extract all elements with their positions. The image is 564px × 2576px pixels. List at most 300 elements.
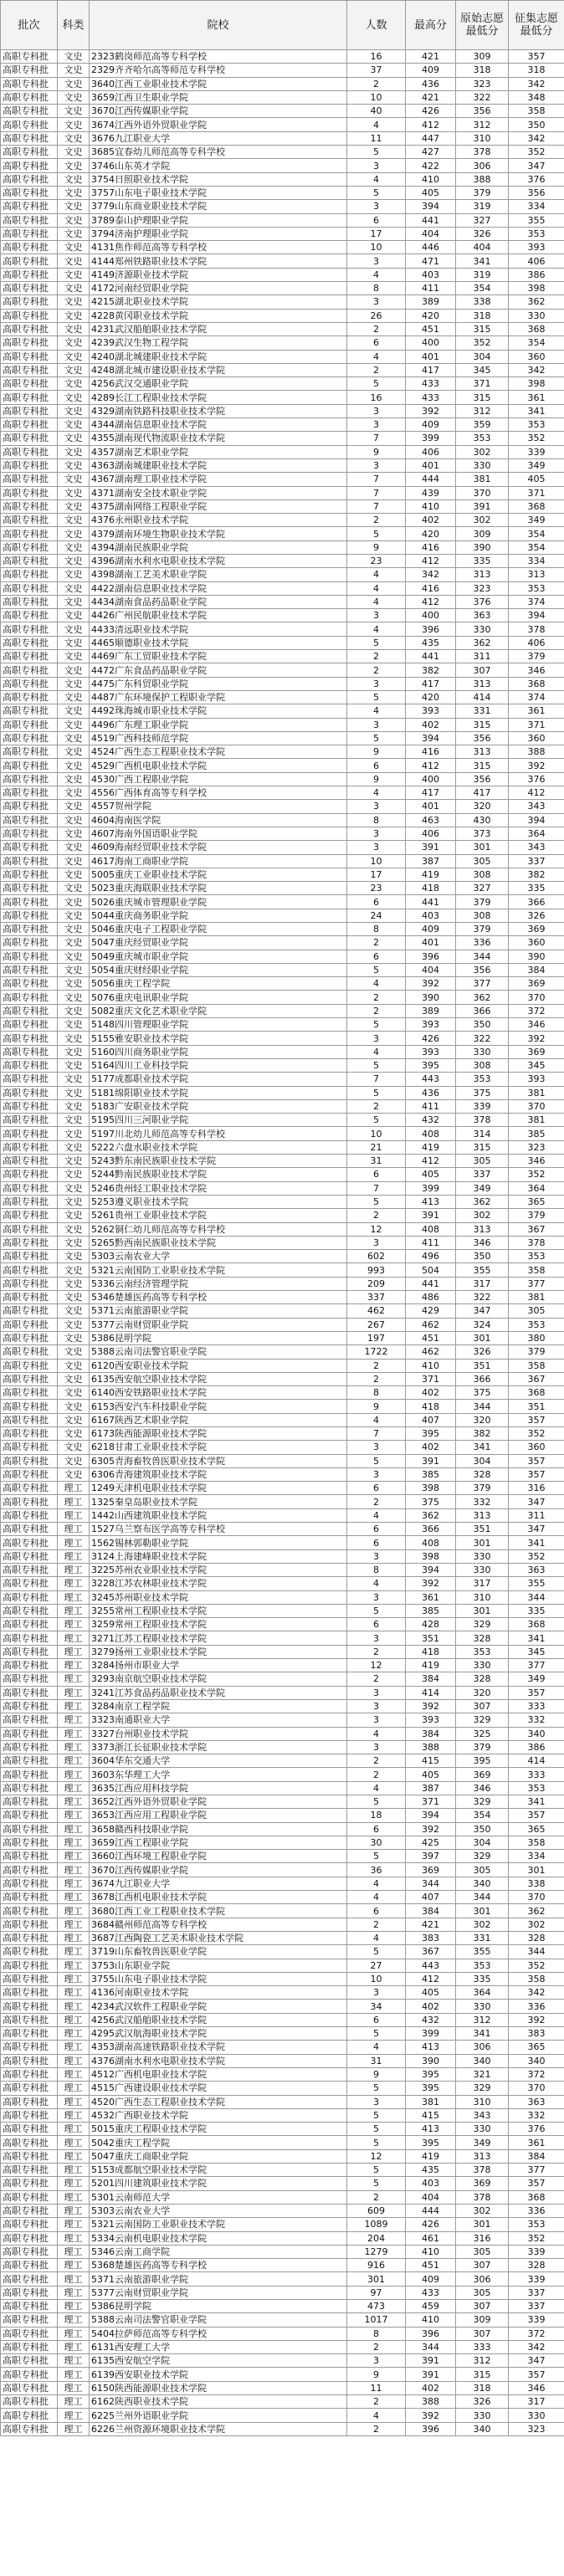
cell-category: 文史 [58,458,90,472]
cell-batch: 高职专科批 [1,1127,58,1140]
cell-category: 文史 [58,854,90,868]
cell-batch: 高职专科批 [1,1495,58,1508]
cell-original-min: 312 [456,2354,509,2368]
cell-max-score: 413 [406,2041,456,2054]
cell-max-score: 375 [406,1495,456,1508]
cell-original-min: 404 [456,241,509,254]
cell-category: 理工 [58,1508,90,1522]
table-row [1,404,564,417]
cell-max-score: 419 [406,2149,456,2163]
cell-original-min: 322 [456,90,509,104]
cell-original-min: 305 [456,1155,509,1168]
cell-count: 6 [347,336,406,350]
cell-original-min: 327 [456,882,509,895]
table-row [1,1386,564,1400]
cell-original-min: 302 [456,1918,509,1931]
cell-count: 4 [347,1577,406,1590]
cell-batch: 高职专科批 [1,105,58,118]
cell-category: 理工 [58,1945,90,1959]
table-row [1,1114,564,1127]
cell-count: 2 [347,1004,406,1017]
cell-solicit-min: 339 [509,445,564,458]
cell-max-score: 397 [406,1850,456,1863]
cell-solicit-min: 342 [509,2340,564,2353]
cell-solicit-min: 354 [509,336,564,350]
cell-school: 4256武汉交通职业学院 [90,377,347,391]
cell-original-min: 381 [456,473,509,486]
cell-school: 5253遵义职业技术学院 [90,1195,347,1208]
table-row [1,2041,564,2054]
cell-original-min: 417 [456,786,509,800]
cell-count: 3 [347,458,406,472]
cell-max-score: 399 [406,432,456,445]
cell-category: 文史 [58,1058,90,1072]
cell-category: 文史 [58,90,90,104]
cell-school: 3670江西传媒职业学院 [90,1863,347,1877]
cell-max-score: 406 [406,445,456,458]
cell-batch: 高职专科批 [1,2286,58,2299]
cell-original-min: 369 [456,1768,509,1781]
cell-batch: 高职专科批 [1,690,58,704]
cell-solicit-min: 368 [509,2190,564,2204]
cell-count: 4 [347,118,406,131]
cell-school: 4256武汉船舶职业技术学院 [90,2013,347,2026]
cell-category: 理工 [58,1618,90,1631]
table-row [1,636,564,649]
cell-solicit-min: 371 [509,718,564,731]
cell-max-score: 408 [406,1536,456,1549]
cell-batch: 高职专科批 [1,391,58,404]
cell-batch: 高职专科批 [1,159,58,172]
cell-category: 文史 [58,241,90,254]
cell-category: 文史 [58,772,90,786]
table-row [1,2327,564,2340]
cell-batch: 高职专科批 [1,1372,58,1385]
cell-category: 文史 [58,527,90,540]
cell-school: 5303云南农业大学 [90,1250,347,1263]
cell-original-min: 378 [456,2190,509,2204]
table-row [1,486,564,499]
cell-max-score: 433 [406,391,456,404]
cell-original-min: 349 [456,1181,509,1195]
cell-batch: 高职专科批 [1,473,58,486]
table-row [1,718,564,731]
cell-count: 7 [347,1426,406,1440]
cell-max-score: 411 [406,1099,456,1113]
table-row [1,950,564,963]
cell-solicit-min: 392 [509,1032,564,1045]
table-row [1,1331,564,1344]
cell-category: 文史 [58,1073,90,1086]
cell-solicit-min: 368 [509,1618,564,1631]
cell-count: 3 [347,1590,406,1604]
cell-solicit-min: 336 [509,2204,564,2217]
cell-count: 6 [347,1822,406,1836]
cell-original-min: 353 [456,432,509,445]
cell-school: 4422湖南信息职业技术学院 [90,581,347,595]
cell-category: 理工 [58,1781,90,1795]
cell-count: 5 [347,146,406,159]
cell-original-min: 323 [456,581,509,595]
cell-category: 理工 [58,1972,90,1985]
cell-batch: 高职专科批 [1,1386,58,1400]
cell-category: 文史 [58,445,90,458]
cell-count: 10 [347,241,406,254]
table-row [1,1931,564,1944]
table-row [1,1181,564,1195]
table-row [1,1563,564,1576]
cell-category: 文史 [58,473,90,486]
cell-school: 4357湖南艺术职业学院 [90,445,347,458]
cell-category: 文史 [58,1304,90,1318]
cell-original-min: 329 [456,1850,509,1863]
cell-max-score: 447 [406,131,456,145]
cell-count: 6 [347,1536,406,1549]
cell-school: 4215湖北职业技术学院 [90,295,347,309]
cell-category: 理工 [58,2136,90,2149]
cell-solicit-min: 332 [509,1713,564,1727]
cell-count: 5 [347,2108,406,2122]
cell-school: 6120西安职业技术学院 [90,1359,347,1372]
cell-school: 3635江西应用科技学院 [90,1781,347,1795]
cell-solicit-min: 357 [509,1467,564,1481]
cell-solicit-min: 343 [509,841,564,854]
cell-school: 2323鹤岗师范高等专科学校 [90,50,347,64]
cell-solicit-min: 332 [509,2108,564,2122]
cell-batch: 高职专科批 [1,1413,58,1426]
cell-batch: 高职专科批 [1,64,58,77]
cell-school: 4295武汉航海职业技术学院 [90,2027,347,2041]
cell-original-min: 315 [456,759,509,772]
cell-batch: 高职专科批 [1,1140,58,1154]
cell-max-score: 410 [406,172,456,186]
cell-solicit-min: 338 [509,1877,564,1890]
table-row [1,1618,564,1631]
cell-category: 文史 [58,800,90,813]
cell-solicit-min: 355 [509,1577,564,1590]
cell-solicit-min: 368 [509,499,564,513]
cell-school: 5195四川三河职业学院 [90,1114,347,1127]
cell-count: 5 [347,2136,406,2149]
cell-school: 1249天津机电职业技术学院 [90,1482,347,1495]
cell-max-score: 391 [406,2354,456,2368]
table-row [1,2340,564,2353]
cell-category: 理工 [58,2368,90,2381]
cell-batch: 高职专科批 [1,1768,58,1781]
cell-original-min: 373 [456,827,509,840]
cell-original-min: 307 [456,2327,509,2340]
cell-school: 4557贺州学院 [90,800,347,813]
cell-category: 文史 [58,377,90,391]
table-row [1,1359,564,1372]
table-row [1,391,564,404]
cell-count: 5 [347,1850,406,1863]
cell-max-score: 382 [406,663,456,677]
cell-batch: 高职专科批 [1,2108,58,2122]
cell-max-score: 404 [406,227,456,240]
table-row [1,213,564,227]
cell-max-score: 392 [406,1699,456,1713]
cell-school: 5321云南国防工业职业技术学院 [90,2218,347,2231]
cell-max-score: 409 [406,2272,456,2286]
cell-count: 11 [347,2381,406,2394]
cell-solicit-min: 347 [509,159,564,172]
cell-category: 文史 [58,759,90,772]
cell-solicit-min: 358 [509,1836,564,1849]
cell-max-score: 403 [406,909,456,922]
cell-count: 16 [347,50,406,64]
cell-batch: 高职专科批 [1,923,58,936]
table-row [1,2204,564,2217]
cell-original-min: 329 [456,1795,509,1809]
cell-max-score: 393 [406,1045,456,1058]
cell-batch: 高职专科批 [1,2313,58,2327]
cell-original-min: 322 [456,1291,509,1304]
cell-solicit-min: 377 [509,1659,564,1672]
table-row [1,268,564,281]
header-count: 人数 [347,1,406,50]
cell-max-score: 402 [406,1441,456,1454]
cell-original-min: 330 [456,1659,509,1672]
cell-original-min: 362 [456,636,509,649]
cell-category: 文史 [58,909,90,922]
cell-solicit-min: 362 [509,1904,564,1918]
cell-school: 4617海南工商职业学院 [90,854,347,868]
cell-count: 916 [347,2259,406,2272]
cell-max-score: 421 [406,50,456,64]
cell-batch: 高职专科批 [1,2082,58,2095]
cell-original-min: 304 [456,1454,509,1467]
cell-count: 301 [347,2272,406,2286]
cell-count: 2 [347,1372,406,1385]
cell-solicit-min: 398 [509,377,564,391]
cell-school: 4469广东工贸职业技术学院 [90,650,347,663]
table-row [1,2013,564,2026]
cell-max-score: 419 [406,1140,456,1154]
cell-school: 5042重庆工程学院 [90,2136,347,2149]
cell-max-score: 417 [406,677,456,690]
cell-count: 2 [347,1099,406,1113]
cell-batch: 高职专科批 [1,854,58,868]
cell-solicit-min: 350 [509,118,564,131]
cell-solicit-min: 346 [509,2381,564,2394]
cell-original-min: 325 [456,1727,509,1740]
cell-school: 5388云南司法警官职业学院 [90,1345,347,1359]
cell-count: 3 [347,718,406,731]
cell-original-min: 390 [456,540,509,554]
cell-school: 5346云南工商学院 [90,2245,347,2258]
cell-original-min: 375 [456,1386,509,1400]
cell-original-min: 301 [456,1536,509,1549]
cell-batch: 高职专科批 [1,1590,58,1604]
table-row [1,1740,564,1754]
cell-solicit-min: 342 [509,131,564,145]
cell-school: 3225苏州农业职业技术学院 [90,1563,347,1576]
table-row [1,690,564,704]
cell-original-min: 377 [456,977,509,991]
cell-solicit-min: 343 [509,800,564,813]
cell-category: 理工 [58,2299,90,2312]
cell-batch: 高职专科批 [1,1809,58,1822]
table-row [1,677,564,690]
table-row [1,1004,564,1017]
cell-original-min: 301 [456,841,509,854]
cell-count: 36 [347,1863,406,1877]
cell-count: 6 [347,895,406,909]
cell-school: 5046重庆电子工程职业学院 [90,923,347,936]
cell-count: 8 [347,2327,406,2340]
cell-batch: 高职专科批 [1,1359,58,1372]
cell-batch: 高职专科批 [1,2272,58,2286]
cell-school: 4398湖南工艺美术职业学院 [90,568,347,581]
cell-school: 1325秦皇岛职业技术学院 [90,1495,347,1508]
cell-batch: 高职专科批 [1,2395,58,2409]
cell-count: 3 [347,200,406,213]
cell-count: 3 [347,1467,406,1481]
table-row [1,1045,564,1058]
cell-school: 5056重庆工程学院 [90,977,347,991]
cell-max-score: 388 [406,2395,456,2409]
cell-category: 理工 [58,2190,90,2204]
cell-solicit-min: 394 [509,609,564,622]
cell-batch: 高职专科批 [1,418,58,432]
table-row [1,2422,564,2435]
cell-batch: 高职专科批 [1,1467,58,1481]
cell-original-min: 336 [456,936,509,950]
cell-school: 3754日照职业技术学院 [90,172,347,186]
cell-school: 5404拉萨师范高等专科学校 [90,2327,347,2340]
cell-category: 理工 [58,1795,90,1809]
cell-category: 文史 [58,50,90,64]
table-row [1,1536,564,1549]
cell-count: 5 [347,690,406,704]
cell-count: 197 [347,1331,406,1344]
cell-category: 文史 [58,636,90,649]
cell-max-score: 403 [406,268,456,281]
cell-max-score: 367 [406,1945,456,1959]
cell-batch: 高职专科批 [1,2041,58,2054]
cell-school: 6135西安航空学院 [90,2354,347,2368]
cell-school: 5197川北幼儿师范高等专科学校 [90,1127,347,1140]
table-row [1,2259,564,2272]
cell-max-score: 410 [406,2245,456,2258]
cell-max-score: 422 [406,159,456,172]
cell-count: 2 [347,663,406,677]
cell-category: 理工 [58,1686,90,1699]
cell-school: 4472广东食品药品职业学院 [90,663,347,677]
cell-category: 理工 [58,1699,90,1713]
cell-batch: 高职专科批 [1,350,58,363]
cell-solicit-min: 388 [509,745,564,759]
cell-batch: 高职专科批 [1,963,58,976]
cell-max-score: 383 [406,1931,456,1944]
cell-max-score: 385 [406,1467,456,1481]
cell-solicit-min: 376 [509,172,564,186]
cell-max-score: 412 [406,759,456,772]
cell-original-min: 305 [456,1863,509,1877]
cell-original-min: 379 [456,1482,509,1495]
cell-category: 理工 [58,2108,90,2122]
cell-count: 3 [347,1236,406,1249]
cell-category: 文史 [58,77,90,90]
cell-solicit-min: 311 [509,1508,564,1522]
cell-count: 204 [347,2231,406,2245]
cell-count: 6 [347,2013,406,2026]
cell-solicit-min: 377 [509,2164,564,2177]
cell-original-min: 313 [456,568,509,581]
cell-solicit-min: 357 [509,1686,564,1699]
cell-solicit-min: 341 [509,404,564,417]
table-row [1,418,564,432]
cell-batch: 高职专科批 [1,2259,58,2272]
cell-category: 理工 [58,2218,90,2231]
cell-school: 4289长江工程职业技术学院 [90,391,347,404]
cell-category: 文史 [58,663,90,677]
cell-school: 4604海南医学院 [90,813,347,827]
cell-max-score: 436 [406,77,456,90]
cell-category: 文史 [58,486,90,499]
cell-category: 理工 [58,2286,90,2299]
cell-original-min: 353 [456,1073,509,1086]
cell-school: 5047重庆工商职业学院 [90,2149,347,2163]
cell-count: 6 [347,1904,406,1918]
cell-school: 5246贵州轻工职业技术学院 [90,1181,347,1195]
cell-max-score: 410 [406,2313,456,2327]
cell-school: 6218甘肃工业职业技术学院 [90,1441,347,1454]
table-row [1,2409,564,2422]
cell-count: 4 [347,568,406,581]
cell-batch: 高职专科批 [1,1986,58,2000]
cell-category: 文史 [58,1236,90,1249]
cell-count: 3 [347,1549,406,1563]
cell-school: 5301云南师范大学 [90,2190,347,2204]
cell-solicit-min: 352 [509,1168,564,1181]
cell-max-score: 433 [406,377,456,391]
cell-batch: 高职专科批 [1,1672,58,1686]
cell-category: 理工 [58,1563,90,1576]
cell-max-score: 443 [406,1073,456,1086]
cell-school: 4353湖南高速铁路职业技术学院 [90,2041,347,2054]
table-row [1,1318,564,1331]
cell-school: 4556广西体育高等专科学校 [90,786,347,800]
cell-count: 2 [347,1754,406,1768]
cell-category: 理工 [58,2067,90,2081]
cell-school: 4426广州民航职业技术学院 [90,609,347,622]
cell-batch: 高职专科批 [1,2190,58,2204]
cell-batch: 高职专科批 [1,404,58,417]
cell-max-score: 412 [406,118,456,131]
cell-batch: 高职专科批 [1,882,58,895]
cell-batch: 高职专科批 [1,1645,58,1658]
cell-school: 4344湖南信息职业技术学院 [90,418,347,432]
cell-count: 1017 [347,2313,406,2327]
cell-category: 理工 [58,2409,90,2422]
cell-solicit-min: 333 [509,1699,564,1713]
cell-school: 3327台州职业技术学院 [90,1727,347,1740]
cell-count: 3 [347,254,406,268]
table-row [1,363,564,376]
cell-batch: 高职专科批 [1,718,58,731]
cell-original-min: 331 [456,704,509,718]
cell-batch: 高职专科批 [1,1754,58,1768]
cell-max-score: 471 [406,254,456,268]
cell-school: 5244黔南民族职业技术学院 [90,1168,347,1181]
cell-max-score: 384 [406,1672,456,1686]
cell-category: 理工 [58,2231,90,2245]
cell-school: 3124上海建峰职业技术学院 [90,1549,347,1563]
cell-school: 6135西安航空职业技术学院 [90,1372,347,1385]
table-row [1,2190,564,2204]
